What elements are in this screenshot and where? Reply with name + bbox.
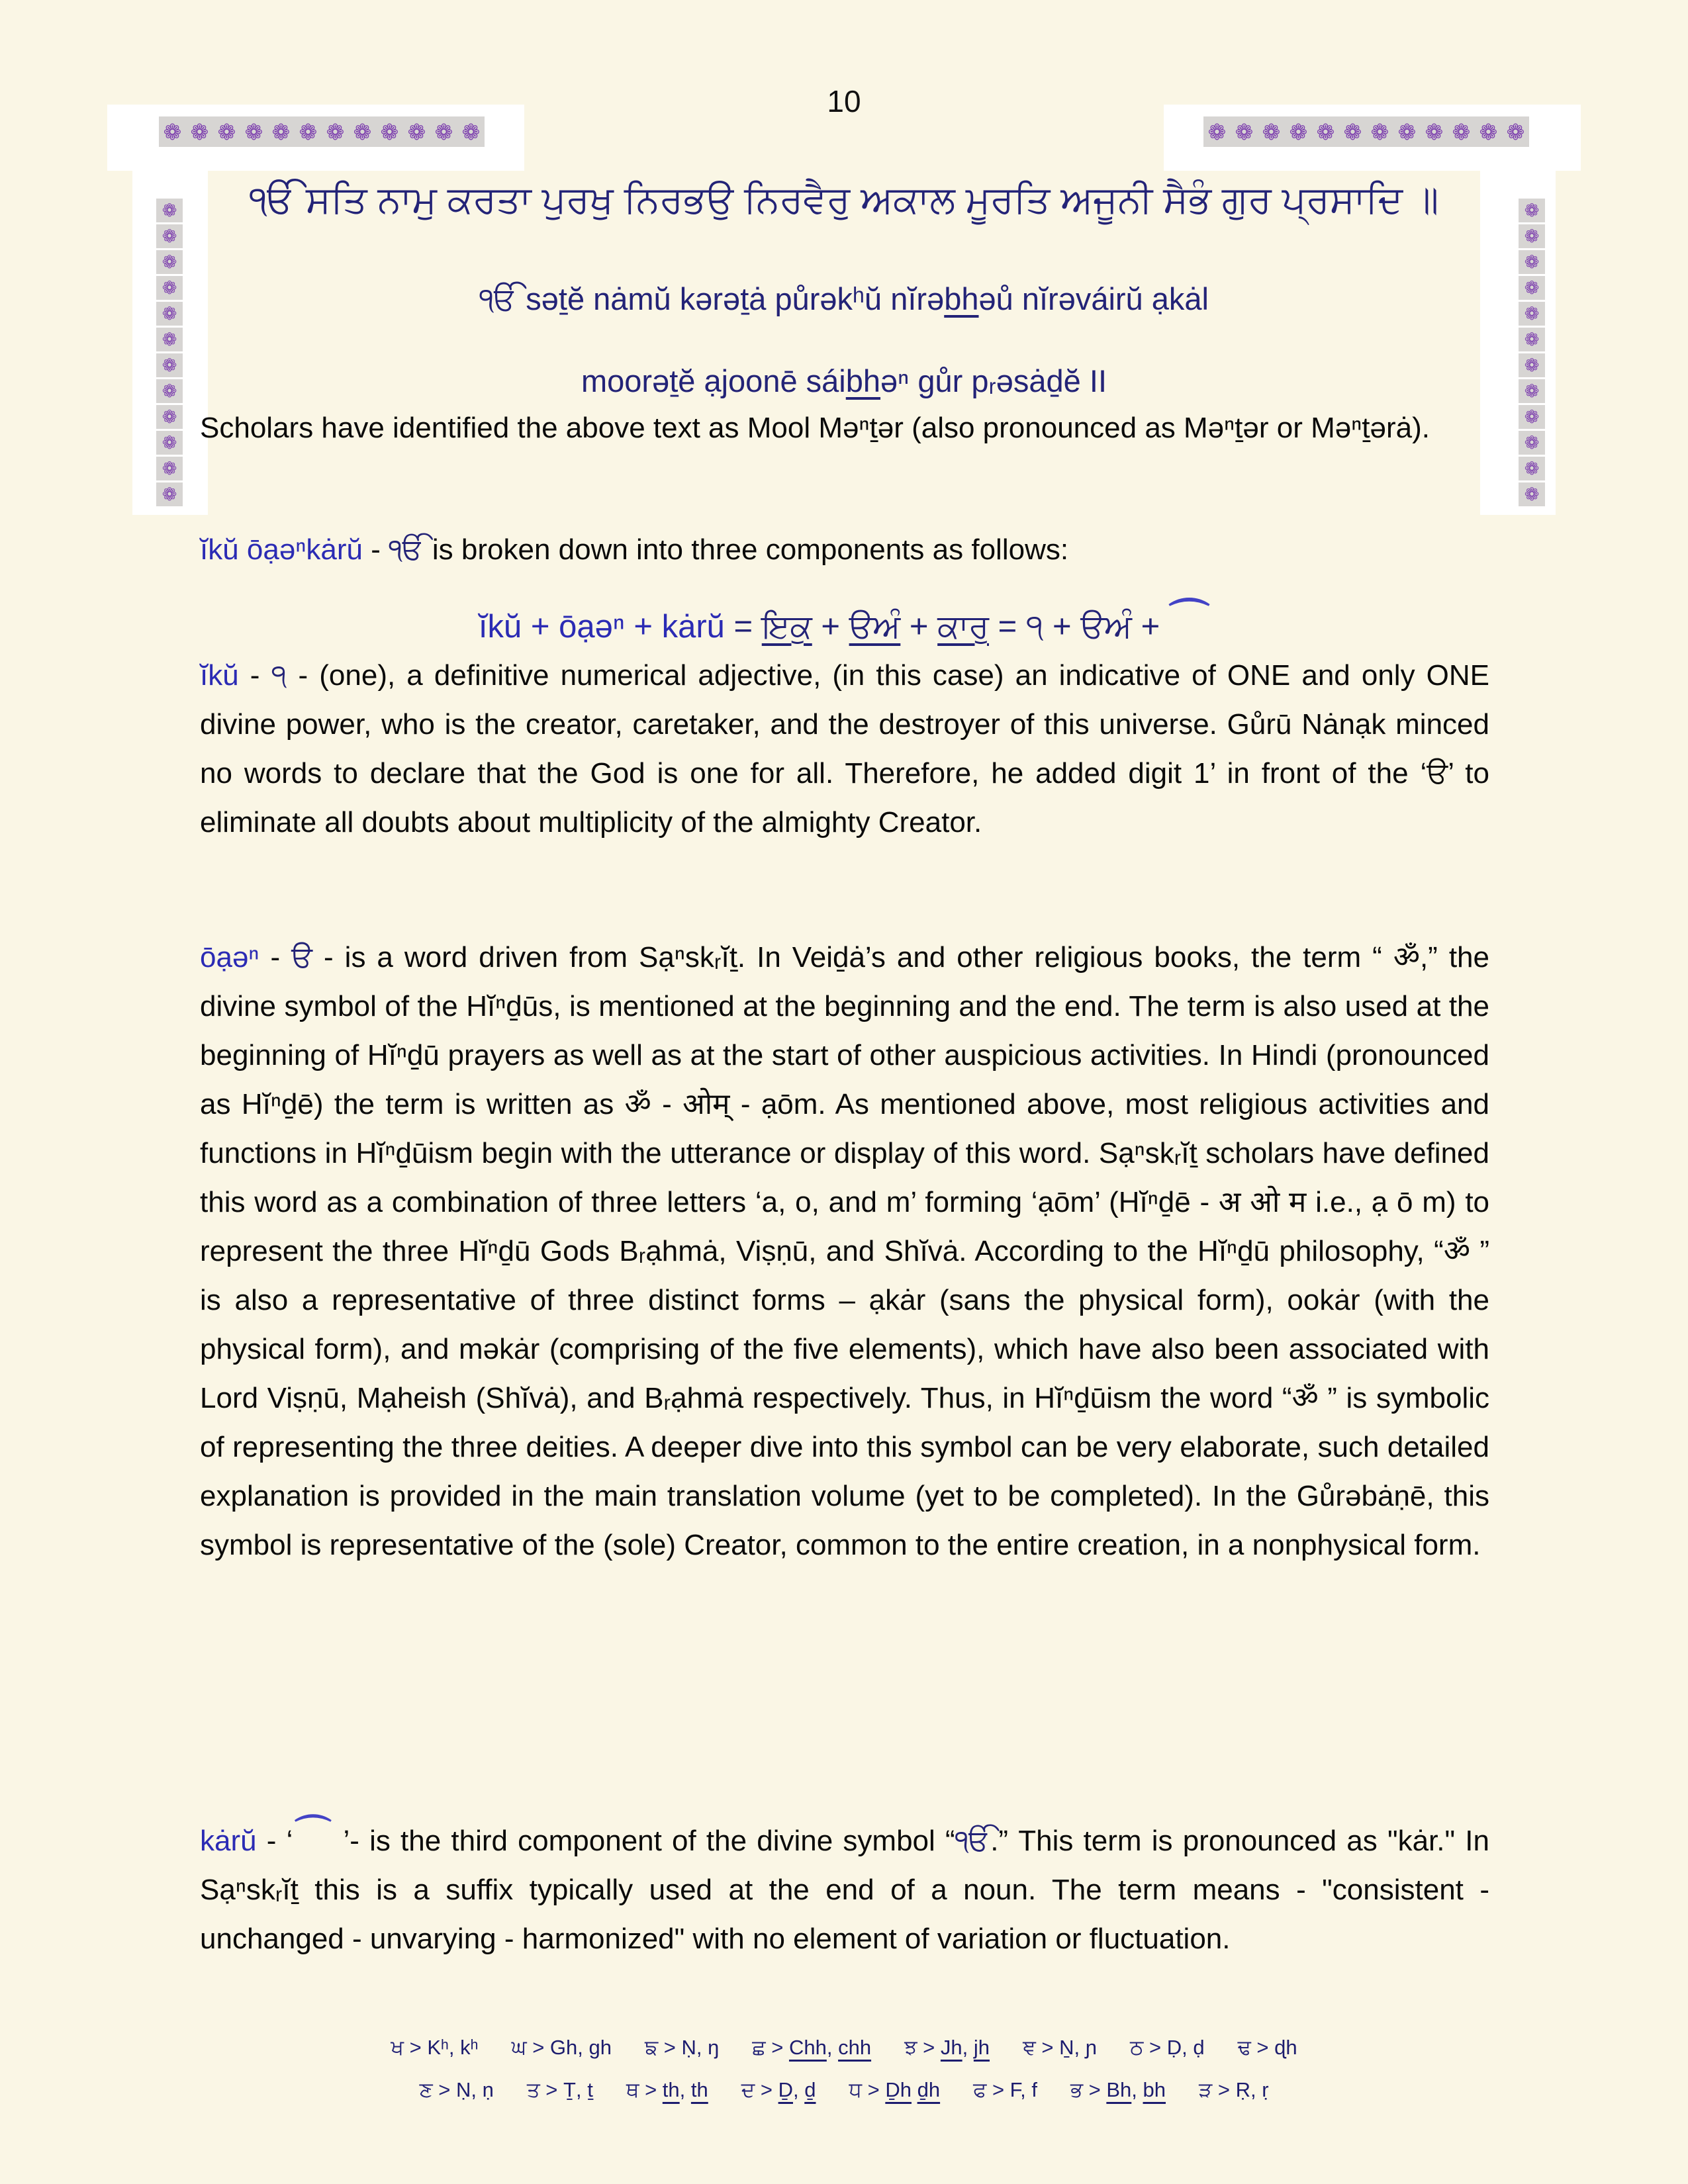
flower-icon: ❁ [461, 119, 481, 144]
flower-icon: ❁ [1207, 119, 1227, 144]
text-run: Ṯ, ṯ [563, 2078, 593, 2101]
flower-icon: ❁ [1262, 119, 1281, 144]
legend-cell [904, 2036, 990, 2060]
text-run-u: Chh [788, 2036, 827, 2059]
text-run-gurmukhi: ੴ [479, 281, 526, 316]
text-run-blue: ĭkŭ ōạəⁿkȧrŭ [200, 533, 363, 566]
text-run-gurmukhi: ੴ [389, 533, 432, 566]
text-run: , [793, 2078, 805, 2101]
text-run: , [962, 2036, 974, 2059]
text-run-gurmukhi: ਖ > [391, 2036, 428, 2059]
text-run: - ạōm. As mentioned above, most religious activities and functions in Hĭⁿḏūism begin with the utterance or display of this word. Sạⁿskᵣĭṯ scholars have defined this word as a combination of three letters ‘a, o, and m’ forming ‘ạōm’ (Hĭⁿḏē - [200, 1088, 1489, 1218]
text-run-gurmukhi: ਣ > [419, 2078, 456, 2101]
text-run: moorəṯĕ ạjoonē sái [581, 363, 846, 398]
text-run-blue: ōạəⁿ [200, 941, 259, 974]
paragraph-iku [200, 651, 1489, 847]
flower-icon: ❁ [244, 119, 263, 144]
paragraph-scholars [200, 404, 1489, 453]
text-run-ku: ਕਾਰੁ [937, 609, 989, 645]
flower-border-right [1519, 199, 1545, 506]
flower-icon: ❁ [156, 379, 183, 403]
text-run-u: jh [973, 2036, 990, 2059]
legend-cell [1238, 2036, 1297, 2060]
flower-icon: ❁ [156, 405, 183, 429]
flower-border-top-left [159, 116, 485, 147]
text-run-u: bh [944, 281, 979, 316]
text-run-gurmukhi: ਠ > [1130, 2036, 1167, 2059]
paragraph-karu [200, 1813, 1489, 1964]
flower-icon: ❁ [1519, 457, 1545, 480]
text-run: ” is symbolic of representing the three deities. A deeper dive into this symbol can be very elaborate, such detailed explanation is provided in the main translation volume (yet to be completed). In the Gůrəbȧṇē, this symbol is representative of the (sole) Creator, common to the entire creation, in a nonphysical form. [200, 1382, 1489, 1561]
text-run-dev: ॐ [1291, 1382, 1319, 1414]
text-run-gurmukhi: ਭ > [1070, 2078, 1107, 2101]
legend-cell [626, 2078, 708, 2103]
text-run: Gh, gh [549, 2036, 612, 2059]
text-run-gurmukhi: ੜ > [1199, 2078, 1236, 2101]
text-run: - ‘ [256, 1825, 293, 1857]
gurmukhi-mool-mantar-line: ੴ ਸਤਿ ਨਾਮੁ ਕਰਤਾ ਪੁਰਖੁ ਨਿਰਭਉ ਨਿਰਵੈਰੁ ਅਕਾਲ ਮੂਰਤਿ ਅਜੂਨੀ ਸੈਭੰ ਗੁਰ ਪ੍ਰਸਾਦਿ ॥ [249, 179, 1439, 221]
text-run-u: ḏh [917, 2078, 941, 2101]
text-run-u: bh [845, 363, 881, 398]
flower-icon: ❁ [163, 119, 182, 144]
text-run-gurmukhi: ਙ > [644, 2036, 682, 2059]
flower-icon: ❁ [1425, 119, 1444, 144]
line-components-intro [200, 525, 1489, 574]
text-run: Ṇ, ŋ [681, 2036, 720, 2059]
text-run: Kʰ, kʰ [427, 2036, 479, 2059]
text-run-gurmukhi: ੧ [271, 659, 287, 692]
text-run-navy: = [724, 609, 762, 645]
flower-icon: ❁ [156, 328, 183, 351]
text-run: - [651, 1088, 683, 1120]
text-run-gurmukhi: ਥ > [626, 2078, 663, 2101]
text-run: - (one), a definitive numerical adjective, (in this case) an indicative of ONE and only ONE divine power, who is the creator, caretaker, and the destroyer of this universe. Gůrū Nȧnạk minced no words to declare that the God is one for all. Therefore, he added digit 1’ in front of the ‘ੳ’ to eliminate all doubts about multiplicity of the almighty Creator. [200, 659, 1489, 839]
flower-icon: ❁ [1519, 276, 1545, 300]
text-run-u: th [662, 2078, 680, 2101]
text-run: ,” the divine symbol of the Hĭⁿḏūs, is mentioned at the beginning and the end. The term is also used at the beginning of Hĭⁿḏū prayers as well as at the start of other auspicious activities. In Hindi (pronounced as Hĭⁿḏē) the term is written as [200, 941, 1489, 1120]
text-run-gurmukhi: ਛ > [752, 2036, 789, 2059]
text-run-gurmukhi: ਦ > [741, 2078, 778, 2101]
text-run-u: bh [1143, 2078, 1166, 2101]
flower-icon: ❁ [1479, 119, 1498, 144]
flower-icon: ❁ [434, 119, 453, 144]
flower-icon: ❁ [407, 119, 426, 144]
flower-icon: ❁ [1519, 353, 1545, 377]
flower-icon: ❁ [1397, 119, 1417, 144]
text-run-dev: ओम् [682, 1088, 730, 1120]
text-run: .” This term is pronounced as "kȧr." In Sạⁿskᵣĭṯ this is a suffix typically used at the end of a noun. The term means - "consistent - unchanged - unvarying - harmonized" with no element of variation or fluctuation. [200, 1825, 1489, 1955]
paragraph-oan [200, 933, 1489, 1570]
text-run-gurmukhi: ਫ > [973, 2078, 1010, 2101]
text-run: Scholars have identified the above text as Mool Məⁿṯər (also pronounced as Məⁿṯər or Məⁿṯərȧ). [200, 412, 1430, 444]
text-run-u: chh [838, 2036, 872, 2059]
flower-icon: ❁ [1519, 302, 1545, 326]
text-run: - [362, 533, 389, 566]
text-run-u: Ḏ [778, 2078, 793, 2101]
flower-icon: ❁ [1289, 119, 1308, 144]
phonetic-legend-row-1 [0, 2036, 1688, 2060]
flower-icon: ❁ [156, 482, 183, 506]
text-run-navy: + [812, 609, 849, 645]
text-run: əⁿ gůr pᵣəsȧḏĕ II [880, 363, 1107, 398]
transliteration-line-2 [132, 363, 1556, 399]
text-run: - [238, 659, 271, 692]
legend-cell [527, 2078, 593, 2103]
text-run-dev: ॐ [1443, 1235, 1470, 1267]
legend-cell [1199, 2078, 1269, 2103]
text-run: Ṛ, ṛ [1235, 2078, 1269, 2101]
text-run [912, 2078, 917, 2101]
text-run-blue: ĭkŭ [200, 659, 239, 692]
flower-border-left [156, 199, 183, 506]
flower-icon: ❁ [380, 119, 399, 144]
text-run: , [679, 2078, 691, 2101]
flower-icon: ❁ [156, 276, 183, 300]
flower-icon: ❁ [1452, 119, 1471, 144]
flower-icon: ❁ [1519, 328, 1545, 351]
flower-icon: ❁ [353, 119, 372, 144]
text-run-gurmukhi: ਝ > [904, 2036, 941, 2059]
text-run: - [259, 941, 292, 974]
flower-icon: ❁ [1519, 405, 1545, 429]
text-run-u: th [690, 2078, 708, 2101]
equation-line [132, 591, 1556, 649]
flower-icon: ❁ [156, 431, 183, 455]
text-run-arc: ⌒ [1168, 596, 1210, 641]
text-run-blue: ĭkŭ + ōạəⁿ + kȧrŭ [478, 609, 725, 645]
text-run-u: ḏ [804, 2078, 816, 2101]
text-run: Ṉ, ɲ [1059, 2036, 1098, 2059]
text-run: , [1131, 2078, 1143, 2101]
flower-icon: ❁ [1519, 250, 1545, 274]
legend-cell [1070, 2078, 1166, 2103]
text-run: is broken down into three components as follows: [432, 533, 1069, 566]
flower-icon: ❁ [217, 119, 236, 144]
text-run-gurmukhi: ਧ > [849, 2078, 886, 2101]
text-run-gurmukhi: ੴ [955, 1825, 991, 1857]
flower-icon: ❁ [156, 353, 183, 377]
text-run-dev: ॐ [624, 1088, 651, 1120]
text-run-gurmukhi: ੳ [291, 941, 313, 974]
flower-icon: ❁ [1519, 431, 1545, 455]
flower-icon: ❁ [156, 199, 183, 222]
text-run: Ṇ, ṇ [456, 2078, 494, 2101]
flower-icon: ❁ [156, 250, 183, 274]
text-run-ku: ੳਅੰ [849, 609, 901, 645]
text-run-u: Ḏh [885, 2078, 912, 2101]
flower-icon: ❁ [1370, 119, 1389, 144]
flower-icon: ❁ [156, 224, 183, 248]
text-run: - is a word driven from Sạⁿskᵣĭṯ. In Veiḏȧ’s and other religious books, the term “ [312, 941, 1393, 974]
text-run-gurmukhi: ਢ > [1237, 2036, 1275, 2059]
text-run: F, f [1009, 2078, 1038, 2101]
text-run: ” is also a representative of three distinct forms – ạkȧr (sans the physical form), ookȧr (with the physical form), and məkȧr (comprising of the five elements), which have also been associated with Lord Viṣṇū, Mạheish (Shĭvȧ), and Bᵣạhmȧ respectively. Thus, in Hĭⁿḏūism the word “ [200, 1235, 1489, 1414]
legend-cell [645, 2036, 719, 2060]
text-run: Ḍ, ḍ [1166, 2036, 1205, 2059]
legend-cell [741, 2078, 816, 2103]
text-run-navy: = [988, 609, 1026, 645]
flower-icon: ❁ [1519, 379, 1545, 403]
text-run-navy: + [900, 609, 938, 645]
flower-icon: ❁ [1519, 199, 1545, 222]
legend-cell [849, 2078, 940, 2103]
flower-icon: ❁ [190, 119, 209, 144]
text-run-dev: ॐ [1393, 941, 1420, 974]
flower-icon: ❁ [1343, 119, 1362, 144]
flower-icon: ❁ [1506, 119, 1525, 144]
legend-cell [419, 2078, 493, 2103]
flower-icon: ❁ [326, 119, 345, 144]
flower-icon: ❁ [1519, 224, 1545, 248]
text-run-u: Bh [1106, 2078, 1132, 2101]
flower-icon: ❁ [299, 119, 318, 144]
text-run-ku: ਇਕੁ [761, 609, 812, 645]
legend-cell [752, 2036, 871, 2060]
flower-icon: ❁ [1519, 482, 1545, 506]
text-run: ɖh [1274, 2036, 1297, 2059]
flower-icon: ❁ [156, 457, 183, 480]
page-number: 10 [827, 84, 861, 118]
text-run-navy: ੧ + ੳਅੰ + [1025, 609, 1169, 645]
legend-cell [973, 2078, 1037, 2103]
legend-cell [391, 2036, 478, 2060]
phonetic-legend-row-2 [0, 2078, 1688, 2103]
legend-cell [1023, 2036, 1097, 2060]
text-run: əů nĭrəváirŭ ạkȧl [978, 281, 1209, 316]
transliteration-line-1 [132, 281, 1556, 318]
legend-cell [1130, 2036, 1205, 2060]
flower-icon: ❁ [1235, 119, 1254, 144]
text-run: ’- is the third component of the divine symbol “ [333, 1825, 955, 1857]
flower-icon: ❁ [271, 119, 291, 144]
text-run: səṯĕ nȧmŭ kərəṯȧ půrəkʰŭ nĭrə [526, 281, 945, 316]
flower-icon: ❁ [1316, 119, 1335, 144]
text-run-dev: अ ओ म [1218, 1186, 1307, 1218]
text-run: , [826, 2036, 839, 2059]
flower-icon: ❁ [156, 302, 183, 326]
text-run-gurmukhi: ਘ > [511, 2036, 550, 2059]
text-run-blue: kȧrŭ [200, 1825, 257, 1857]
text-run-arc: ⌒ [293, 1813, 334, 1854]
text-run-gurmukhi: ਞ > [1023, 2036, 1060, 2059]
text-run-u: Jh [940, 2036, 962, 2059]
text-run: i.e., ạ ō m) to represent the three Hĭⁿḏū Gods Bᵣạhmȧ, Viṣṇū, and Shĭvȧ. According to the Hĭⁿḏū philosophy, “ [200, 1186, 1490, 1267]
legend-cell [512, 2036, 612, 2060]
flower-border-top-right [1203, 116, 1529, 147]
text-run-gurmukhi: ਤ > [526, 2078, 564, 2101]
